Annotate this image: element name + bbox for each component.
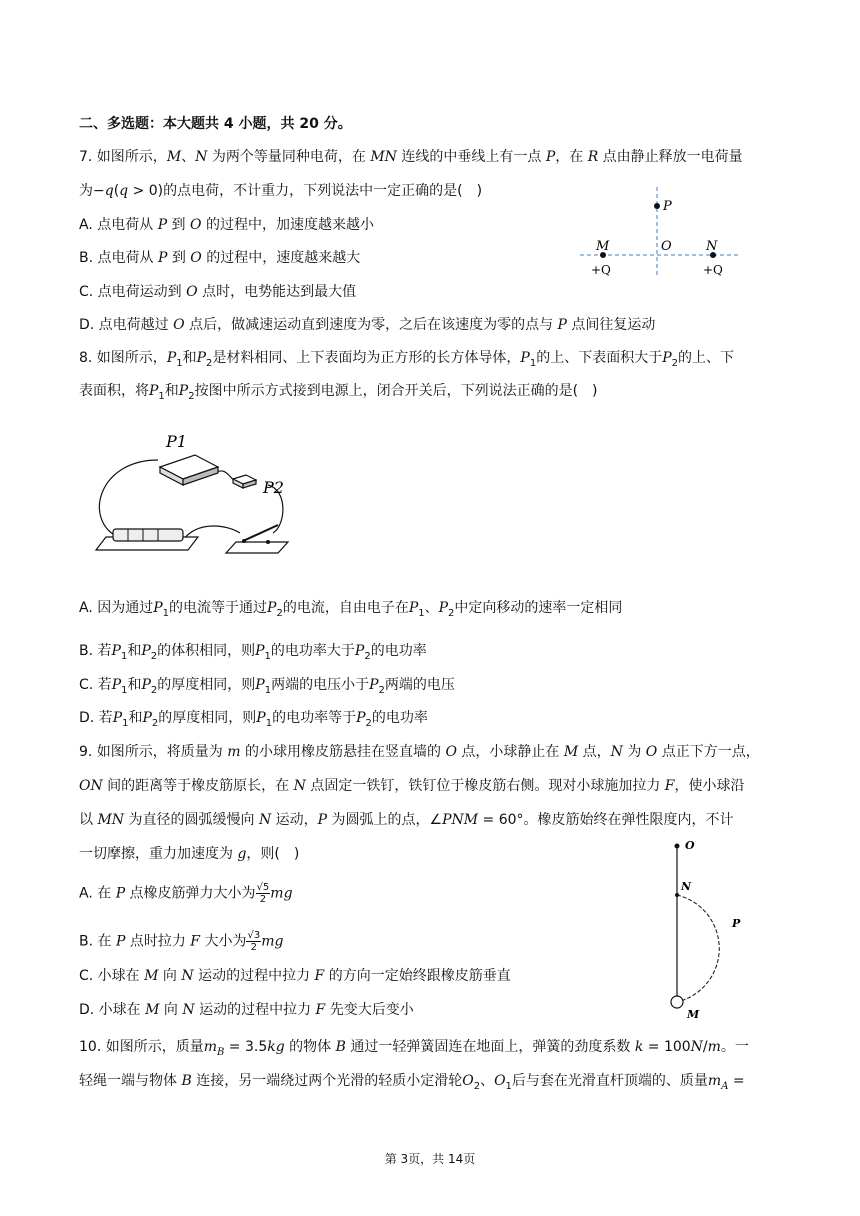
point-p [654,203,660,209]
q8-option-d[interactable]: D. 若$P_1$和$P_2$的厚度相同，则$P_1$的电功率等于$P_2$的电功率 [79,710,428,729]
q9-option-c[interactable]: C. 小球在 M 向 N 运动的过程中拉力 F 的方向一定始终跟橡皮筋垂直 [79,968,511,984]
q9-stem-line4: 一切摩擦，重力加速度为 g，则( ) [79,846,300,862]
q8-circuit-figure [88,425,298,565]
q9-stem-line2: ON 间的距离等于橡皮筋原长，在 N 点固定一铁钉，铁钉位于橡皮筋右侧。现对小球施加拉力 F，使小球沿 [79,778,745,794]
label-p1: P1 [166,432,187,451]
q7-stem-line1: 7. 如图所示，M、N 为两个等量同种电荷，在 MN 连线的中垂线上有一点 P，在 R 点由静止释放一电荷量 [79,149,743,165]
q9-stem-line3: 以 MN 为直径的圆弧缓慢向 N 运动，P 为圆弧上的点，∠PNM = 60°。橡皮筋始终在弹性限度内，不计 [79,812,734,828]
label-p: P [732,917,741,930]
q8-stem-line2: 表面积，将$P_1$和$P_2$按图中所示方式接到电源上，闭合开关后，下列说法正确的是( ) [79,383,598,402]
q8-stem-line1: 8. 如图所示，$P_1$和$P_2$是材料相同、上下表面均为正方形的长方体导体，$P_1$的上、下表面积大于$P_2$的上、下 [79,350,734,369]
q8-option-a[interactable]: A. 因为通过$P_1$的电流等于通过$P_2$的电流，自由电子在$P_1$、$P_2$中定向移动的速率一定相同 [79,600,623,619]
label-n-charge: +Q [703,263,723,277]
battery-cells [113,529,183,541]
q9-option-d[interactable]: D. 小球在 M 向 N 运动的过程中拉力 F 先变大后变小 [79,1002,414,1018]
fraction-sqrt3-over-2: $\frac{√3}{2}$ [247,930,261,953]
q7-charge-figure [575,185,745,285]
switch-contact [266,540,270,544]
q9-option-b[interactable]: B. 在 P 点时拉力 F 大小为 $\frac{√3}{2}$ mg [79,930,284,953]
q8-option-b[interactable]: B. 若$P_1$和$P_2$的体积相同，则$P_1$的电功率大于$P_2$的电功率 [79,643,427,662]
label-n: N [706,239,718,254]
wire-left [99,460,158,537]
q9-rubber-band-figure [655,832,765,1022]
q7-option-b[interactable]: B. 点电荷从 P 到 O 的过程中，速度越来越大 [79,250,361,266]
q9-option-a[interactable]: A. 在 P 点橡皮筋弹力大小为 $\frac{√5}{2}$ mg [79,882,293,905]
label-p: P [663,199,672,214]
label-m: M [687,1008,700,1021]
q10-stem-line1: 10. 如图所示，质量$m_B = 3.5kg$ 的物体 B 通过一轻弹簧固连在地面上，弹簧的劲度系数 k = 100N/m。一 [79,1039,749,1058]
section-header: 二、多选题：本大题共 4 小题，共 20 分。 [79,116,352,132]
label-o: O [685,839,695,852]
fraction-sqrt5-over-2: $\frac{√5}{2}$ [256,882,270,905]
page-footer: 第 3页，共 14页 [384,1152,476,1166]
q9-stem-line1: 9. 如图所示，将质量为 m 的小球用橡皮筋悬挂在竖直墙的 O 点，小球静止在 M 点，N 为 O 点正下方一点， [79,744,760,760]
switch-pivot [242,539,246,543]
q7-option-d[interactable]: D. 点电荷越过 O 点后，做减速运动直到速度为零，之后在该速度为零的点与 P 点间往复运动 [79,317,656,333]
label-m-charge: +Q [591,263,611,277]
q7-option-c[interactable]: C. 点电荷运动到 O 点时，电势能达到最大值 [79,284,357,300]
switch-lever [243,525,278,541]
label-p2: P2 [263,478,284,497]
label-o: O [661,239,672,254]
q10-stem-line2: 轻绳一端与物体 B 连接，另一端绕过两个光滑的轻质小定滑轮$O_2$、$O_1$后与套在光滑直杆顶端的、质量$m_A$ = [79,1073,745,1092]
q7-stem-line2: 为−q(q > 0)的点电荷，不计重力，下列说法中一定正确的是( ) [79,183,483,199]
label-m: M [596,239,610,254]
arc-mn [677,895,719,1002]
switch-base [226,542,288,553]
q7-option-a[interactable]: A. 点电荷从 P 到 O 的过程中，加速度越来越小 [79,217,374,233]
label-n: N [681,880,692,893]
ball-m [671,996,683,1008]
q8-option-c[interactable]: C. 若$P_1$和$P_2$的厚度相同，则$P_1$两端的电压小于$P_2$两端的电压 [79,677,455,696]
